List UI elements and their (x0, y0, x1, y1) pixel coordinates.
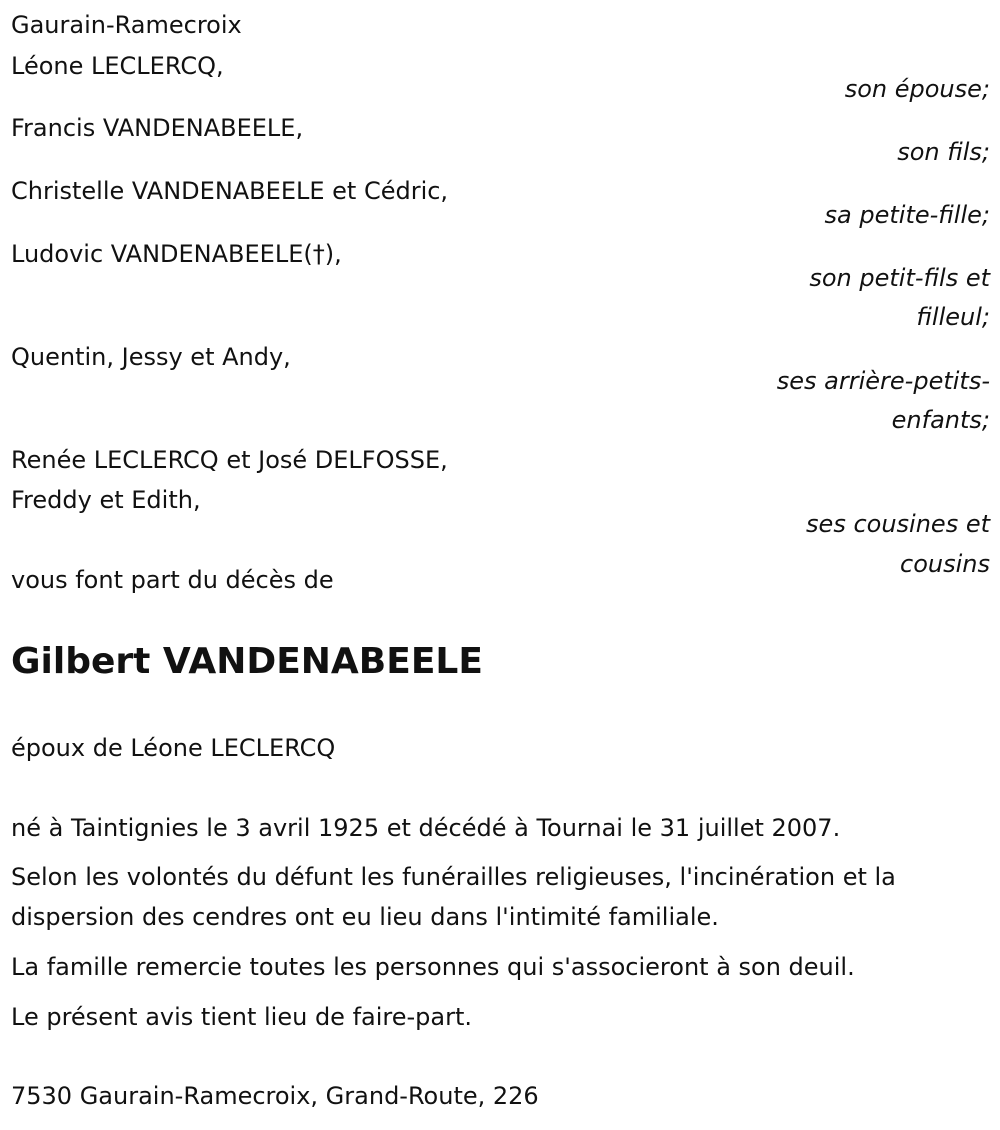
family-relation: ses arrière-petits- (776, 367, 990, 395)
family-member-name: Quentin, Jessy et Andy, (11, 343, 291, 371)
funeral-info: Selon les volontés du défunt les funérailles religieuses, l'incinération et la dispersion des cendres ont eu lieu dans l'intimité familiale. (11, 863, 896, 931)
family-relation-continued: filleul; (916, 303, 990, 331)
family-relation: sa petite-fille; (824, 201, 990, 229)
spouse-line: époux de Léone LECLERCQ (11, 734, 336, 762)
family-member-name: Francis VANDENABEELE, (11, 114, 304, 142)
family-relation: son petit-fils et (809, 264, 990, 292)
thanks-text: La famille remercie toutes les personnes qui s'associeront à son deuil. (11, 953, 855, 981)
family-member-name: Freddy et Edith, (11, 486, 201, 514)
birth-death-info: né à Taintignies le 3 avril 1925 et décédé à Tournai le 31 juillet 2007. (11, 814, 841, 842)
family-relation: son fils; (897, 138, 990, 166)
deceased-name: Gilbert VANDENABEELE (11, 641, 483, 682)
family-relation-continued: cousins (900, 550, 990, 578)
announcement-text: vous font part du décès de (11, 566, 334, 594)
family-member-name: Ludovic VANDENABEELE(†), (11, 240, 342, 268)
family-relation-continued: enfants; (891, 406, 990, 434)
family-member-name: Léone LECLERCQ, (11, 52, 224, 80)
family-relation: ses cousines et (806, 510, 990, 538)
address: 7530 Gaurain-Ramecroix, Grand-Route, 226 (11, 1082, 539, 1110)
family-relation: son épouse; (844, 75, 990, 103)
family-member-name: Christelle VANDENABEELE et Cédric, (11, 177, 449, 205)
family-member-name: Renée LECLERCQ et José DELFOSSE, (11, 446, 448, 474)
town-name: Gaurain-Ramecroix (11, 11, 242, 39)
notice-note: Le présent avis tient lieu de faire-part. (11, 1003, 473, 1031)
